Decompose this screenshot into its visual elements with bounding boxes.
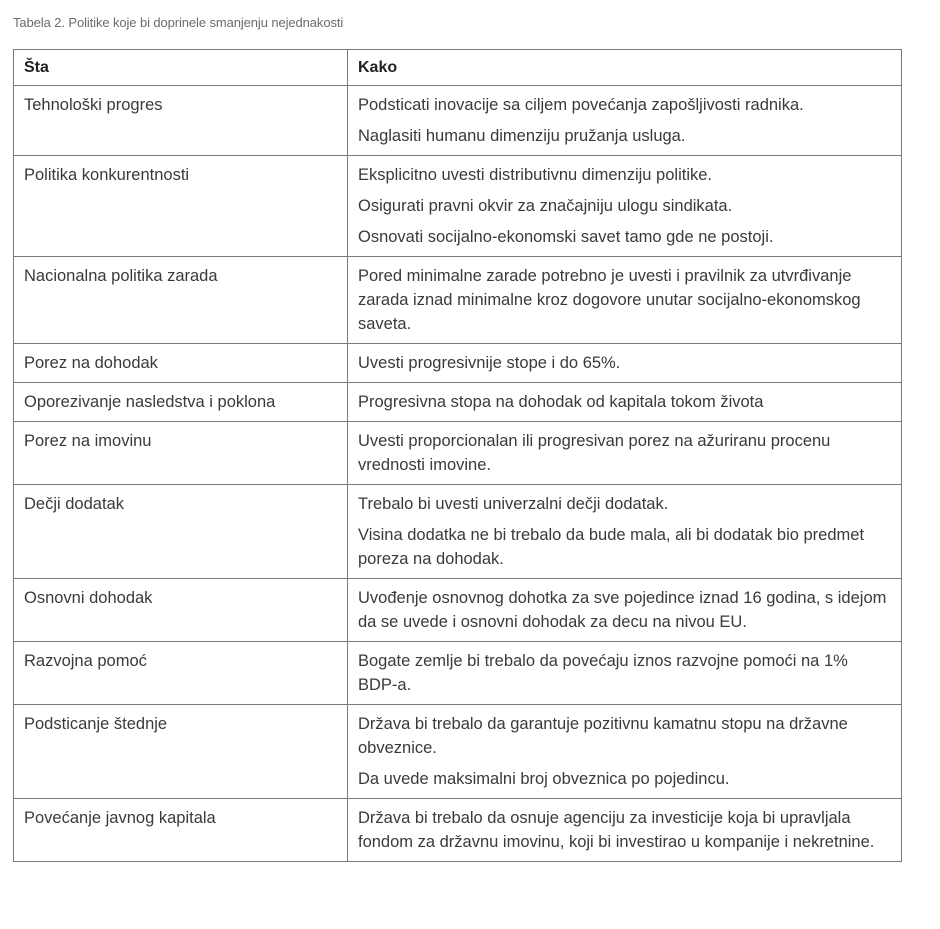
policy-measure-text: Uvesti proporcionalan ili progresivan porez na ažuriranu procenu vrednosti imovine. bbox=[358, 432, 831, 474]
policy-measure-text: Osigurati pravni okvir za značajniju ulogu sindikata. bbox=[358, 197, 733, 215]
policy-area-cell: Politika konkurentnosti bbox=[14, 156, 348, 257]
table-row bbox=[14, 86, 902, 156]
policy-measure-cell bbox=[348, 422, 902, 485]
policy-area-cell: Dečji dodatak bbox=[14, 485, 348, 579]
policy-measure-text: Eksplicitno uvesti distributivnu dimenziju politike. bbox=[358, 166, 712, 184]
policy-measure-text: Visina dodatka ne bi trebalo da bude mala, ali bi dodatak bio predmet poreza na dohodak. bbox=[358, 526, 865, 568]
policy-measure-cell bbox=[348, 799, 902, 862]
policy-measure-text: Progresivna stopa na dohodak od kapitala tokom života bbox=[358, 393, 764, 411]
policy-table bbox=[13, 49, 902, 862]
policy-measure-text: Uvođenje osnovnog dohotka za sve pojedince iznad 16 godina, s idejom da se uvede i osnovni dohodak za decu na nivou EU. bbox=[358, 589, 887, 631]
policy-measure-text: Podsticati inovacije sa ciljem povećanja zapošljivosti radnika. bbox=[358, 96, 804, 114]
policy-measure-cell bbox=[348, 485, 902, 579]
policy-measure-cell bbox=[348, 579, 902, 642]
policy-area-cell: Porez na imovinu bbox=[14, 422, 348, 485]
table-body bbox=[14, 86, 902, 862]
policy-area-cell: Nacionalna politika zarada bbox=[14, 257, 348, 344]
policy-measure-text: Pored minimalne zarade potrebno je uvesti i pravilnik za utvrđivanje zarada iznad minimalne kroz dogovore unutar socijalno-ekonomskog saveta. bbox=[358, 267, 861, 333]
table-row bbox=[14, 485, 902, 579]
policy-area-cell: Povećanje javnog kapitala bbox=[14, 799, 348, 862]
table-row bbox=[14, 579, 902, 642]
policy-measure-cell bbox=[348, 383, 902, 422]
policy-measure-text: Trebalo bi uvesti univerzalni dečji dodatak. bbox=[358, 495, 669, 513]
table-row bbox=[14, 383, 902, 422]
table-caption: Tabela 2. Politike koje bi doprinele smanjenju nejednakosti bbox=[13, 15, 344, 30]
table-row bbox=[14, 799, 902, 862]
policy-measure-cell bbox=[348, 86, 902, 156]
header-what: Šta bbox=[14, 50, 348, 86]
policy-area-cell: Oporezivanje nasledstva i poklona bbox=[14, 383, 348, 422]
table-row bbox=[14, 642, 902, 705]
table-row bbox=[14, 705, 902, 799]
policy-measure-text: Država bi trebalo da garantuje pozitivnu kamatnu stopu na državne obveznice. bbox=[358, 715, 848, 757]
table-row bbox=[14, 344, 902, 383]
policy-measure-text: Uvesti progresivnije stope i do 65%. bbox=[358, 354, 621, 372]
table-row bbox=[14, 156, 902, 257]
policy-measure-cell bbox=[348, 156, 902, 257]
table-header-row bbox=[14, 50, 902, 86]
policy-measure-cell bbox=[348, 257, 902, 344]
policy-area-cell: Razvojna pomoć bbox=[14, 642, 348, 705]
policy-measure-text: Osnovati socijalno-ekonomski savet tamo gde ne postoji. bbox=[358, 228, 774, 246]
policy-area-cell: Podsticanje štednje bbox=[14, 705, 348, 799]
policy-measure-cell bbox=[348, 642, 902, 705]
table-row bbox=[14, 422, 902, 485]
table-row bbox=[14, 257, 902, 344]
policy-measure-cell bbox=[348, 705, 902, 799]
policy-measure-text: Da uvede maksimalni broj obveznica po pojedincu. bbox=[358, 770, 730, 788]
policy-area-cell: Porez na dohodak bbox=[14, 344, 348, 383]
policy-measure-text: Naglasiti humanu dimenziju pružanja usluga. bbox=[358, 127, 686, 145]
policy-area-cell: Tehnološki progres bbox=[14, 86, 348, 156]
policy-measure-cell bbox=[348, 344, 902, 383]
policy-measure-text: Bogate zemlje bi trebalo da povećaju iznos razvojne pomoći na 1% BDP-a. bbox=[358, 652, 848, 694]
header-how: Kako bbox=[348, 50, 902, 86]
policy-area-cell: Osnovni dohodak bbox=[14, 579, 348, 642]
policy-measure-text: Država bi trebalo da osnuje agenciju za investicije koja bi upravljala fondom za državnu imovinu, koji bi investirao u kompanije i nekretnine. bbox=[358, 809, 875, 851]
